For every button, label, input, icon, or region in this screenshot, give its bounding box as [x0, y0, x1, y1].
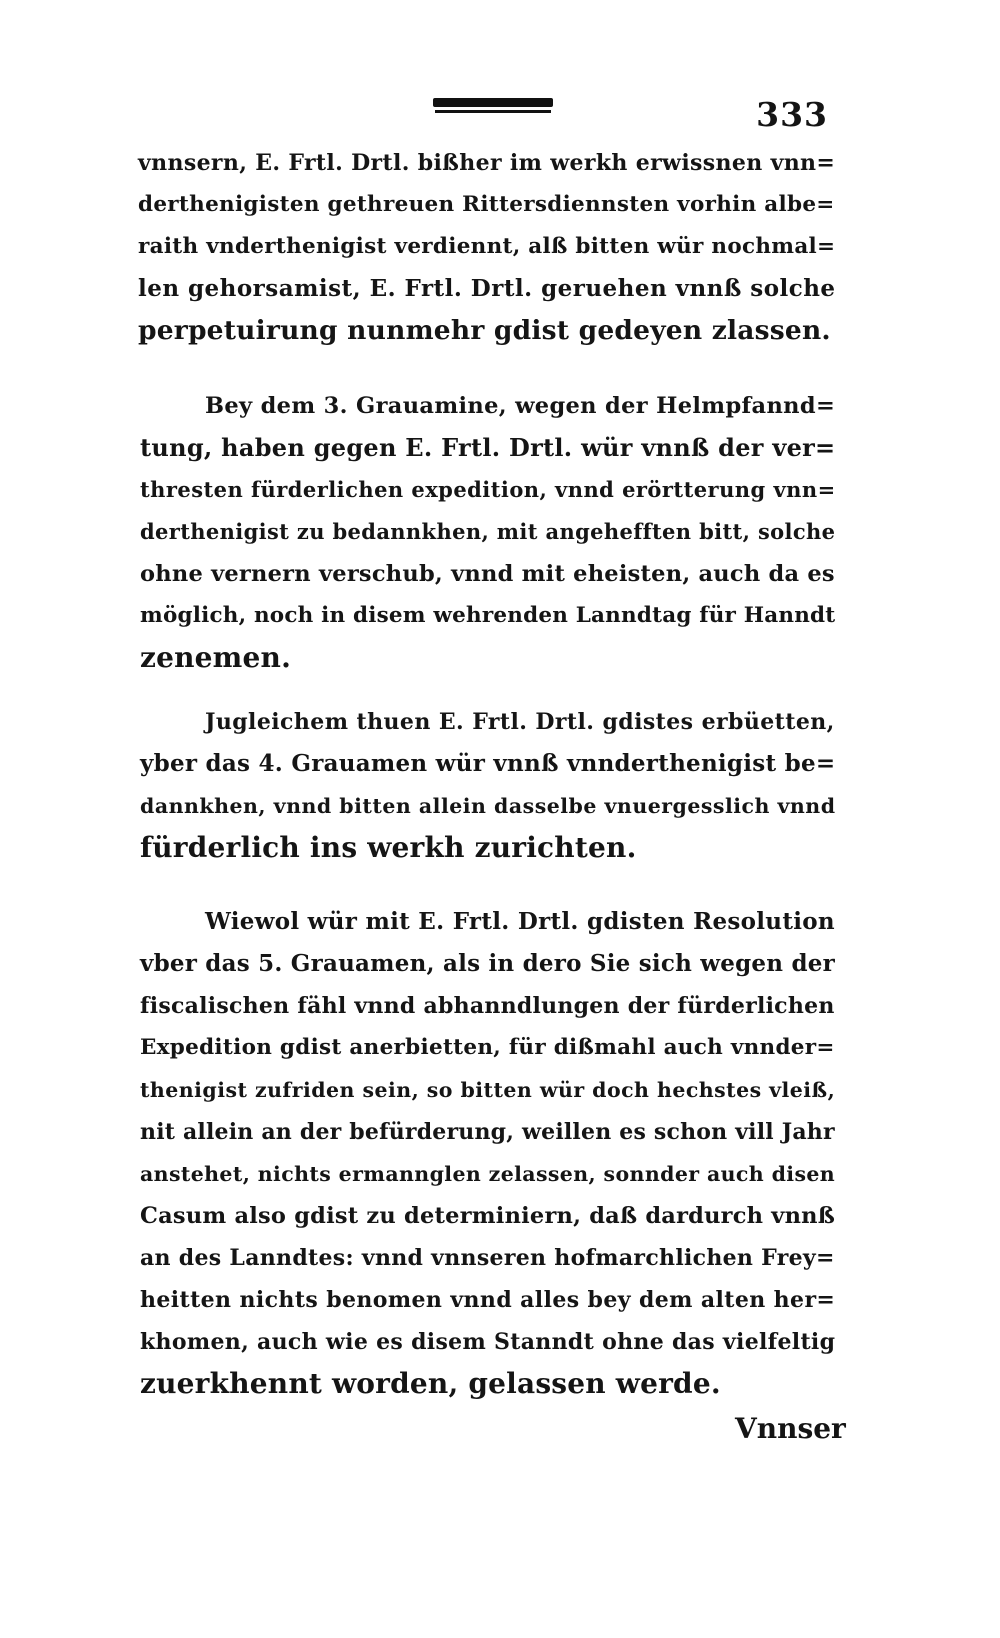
- text-line: raith vnderthenigist verdiennt, alß bitten wür nochmal=: [138, 234, 836, 259]
- text-line: nit allein an der befürderung, weillen es schon vill Jahr: [140, 1119, 835, 1145]
- text-line: dannkhen, vnnd bitten allein dasselbe vnuergesslich vnnd: [140, 794, 836, 818]
- text-line: anstehet, nichts ermannglen zelassen, sonnder auch disen: [140, 1162, 836, 1186]
- header-ornamental-rule: [433, 98, 553, 113]
- text-line: an des Lanndtes: vnnd vnnseren hofmarchlichen Frey=: [140, 1245, 835, 1271]
- text-line: thenigist zufriden sein, so bitten wür doch hechstes vleiß,: [140, 1078, 836, 1102]
- text-line: len gehorsamist, E. Frtl. Drtl. geruehen vnnß solche: [138, 275, 836, 302]
- text-line: Jugleichem thuen E. Frtl. Drtl. gdistes erbüetten,: [205, 709, 835, 735]
- text-line: khomen, auch wie es disem Stanndt ohne das vielfeltig: [140, 1329, 836, 1355]
- text-line: Expedition gdist anerbietten, für dißmahl auch vnnder=: [140, 1035, 835, 1060]
- text-line: thresten fürderlichen expedition, vnnd erörtterung vnn=: [140, 477, 836, 502]
- text-line: derthenigist zu bedannkhen, mit angehefften bitt, solche: [140, 519, 836, 544]
- text-line: Bey dem 3. Grauamine, wegen der Helmpfannd=: [205, 393, 836, 419]
- header-rule-thick: [433, 98, 553, 107]
- text-line: heitten nichts benomen vnnd alles bey dem alten her=: [140, 1287, 836, 1313]
- text-line: yber das 4. Grauamen wür vnnß vnnderthenigist be=: [140, 750, 836, 777]
- text-line: vnnsern, E. Frtl. Drtl. bißher im werkh erwissnen vnn=: [138, 150, 836, 176]
- text-line: Casum also gdist zu determiniern, daß dardurch vnnß: [140, 1203, 836, 1229]
- page-number: 333: [756, 95, 828, 134]
- text-line: vber das 5. Grauamen, als in dero Sie sich wegen der: [140, 950, 835, 977]
- text-line: zuerkhennt worden, gelassen werde.: [140, 1367, 721, 1400]
- header-rule-thin: [435, 110, 551, 113]
- text-line: tung, haben gegen E. Frtl. Drtl. wür vnnß der ver=: [140, 433, 836, 462]
- text-line: derthenigisten gethreuen Rittersdiennsten vorhin albe=: [138, 192, 835, 217]
- text-line: perpetuirung nunmehr gdist gedeyen zlassen.: [138, 315, 831, 346]
- text-line: zenemen.: [140, 641, 292, 674]
- text-line: möglich, noch in disem wehrenden Lanndtag für Hanndt: [140, 603, 836, 628]
- text-line: ohne vernern verschub, vnnd mit eheisten, auch da es: [140, 561, 835, 587]
- text-line: fürderlich ins werkh zurichten.: [140, 831, 637, 864]
- catchword: Vnnser: [735, 1412, 846, 1445]
- text-line: fiscalischen fähl vnnd abhanndlungen der fürderlichen: [140, 993, 835, 1019]
- text-line: Wiewol wür mit E. Frtl. Drtl. gdisten Resolution: [205, 908, 835, 935]
